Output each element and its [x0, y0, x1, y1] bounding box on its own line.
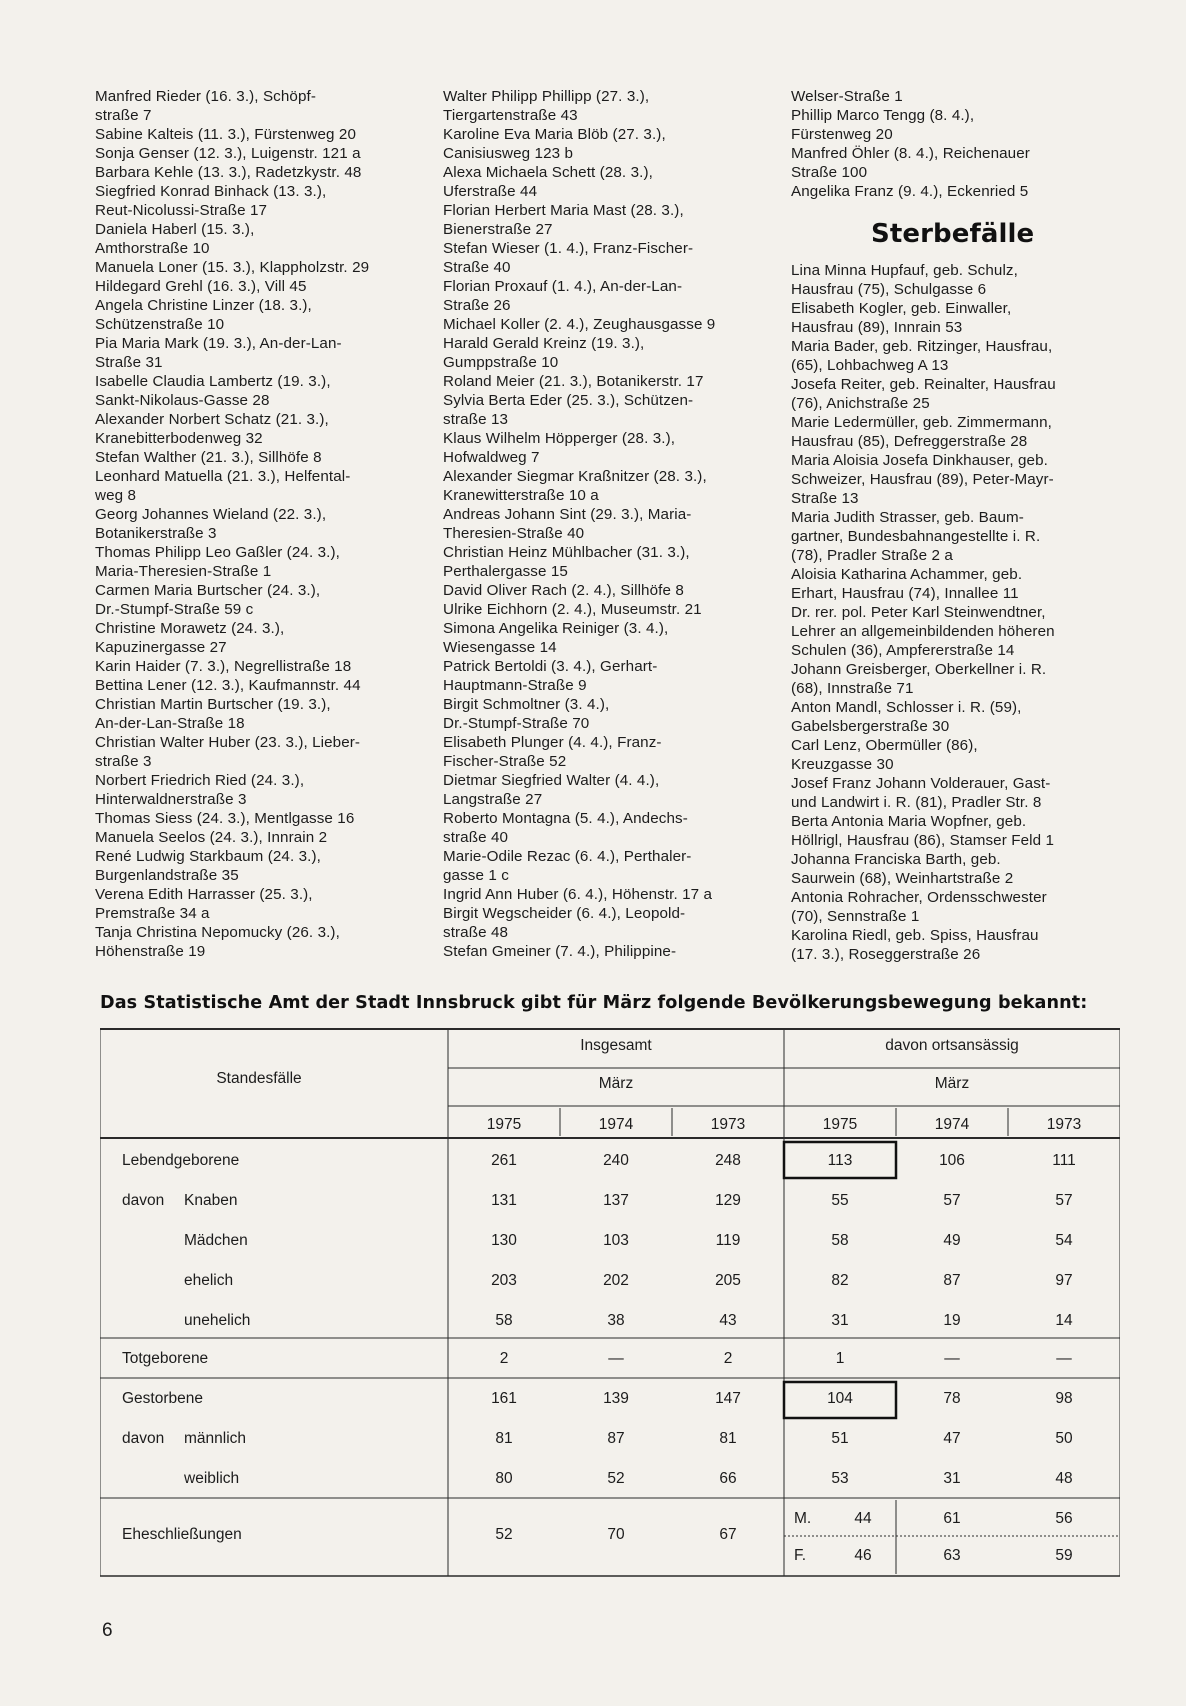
birth-entry: Simona Angelika Reiniger (3. 4.), Wiesengasse 14 [443, 620, 669, 656]
birth-entry: Stefan Wieser (1. 4.), Franz-Fischer- Straße 40 [443, 240, 694, 276]
table-cell: 57 [943, 1192, 961, 1209]
births-column-1 [95, 87, 415, 961]
table-cell: 66 [719, 1470, 737, 1487]
table-cell: — [608, 1350, 624, 1367]
row-label: Totgeborene [122, 1350, 209, 1367]
table-cell: 111 [1052, 1152, 1076, 1169]
table-cell: 139 [603, 1390, 629, 1407]
birth-entry: Christian Walter Huber (23. 3.), Lieber- straße 3 [95, 734, 361, 770]
table-cell: 63 [943, 1547, 961, 1564]
statistics-title: Das Statistische Amt der Stadt Innsbruck gibt für März folgende Bevölkerungsbewegung bekannt: [100, 993, 1088, 1013]
birth-entry: Georg Johannes Wieland (22. 3.), Botanikerstraße 3 [95, 506, 327, 542]
death-entry: Elisabeth Kogler, geb. Einwaller, Hausfrau (89), Innrain 53 [791, 300, 1012, 336]
table-cell: 240 [603, 1152, 629, 1169]
header-ortsansaessig: davon ortsansässig [885, 1037, 1019, 1054]
table-cell: 113 [827, 1152, 853, 1169]
birth-entry: Daniela Haberl (15. 3.), Amthorstraße 10 [95, 221, 255, 257]
table-cell: — [944, 1350, 960, 1367]
table-cell: 52 [607, 1470, 625, 1487]
table-cell: 161 [491, 1390, 517, 1407]
table-cell: 47 [943, 1430, 961, 1447]
birth-entry: Norbert Friedrich Ried (24. 3.), Hinterwaldnerstraße 3 [95, 772, 305, 808]
birth-entry: Karoline Eva Maria Blöb (27. 3.), Canisiusweg 123 b [443, 126, 666, 162]
death-entry: Maria Aloisia Josefa Dinkhauser, geb. Schweizer, Hausfrau (89), Peter-Mayr- Straße 13 [791, 452, 1054, 507]
table-cell: — [1056, 1350, 1072, 1367]
birth-entry: Angela Christine Linzer (18. 3.), Schützenstraße 10 [95, 297, 312, 333]
birth-entry: Thomas Siess (24. 3.), Mentlgasse 16 [95, 810, 355, 827]
birth-entry: Alexa Michaela Schett (28. 3.), Uferstraße 44 [443, 164, 653, 200]
birth-entry: Ingrid Ann Huber (6. 4.), Höhenstr. 17 a [443, 886, 713, 903]
table-cell: 98 [1055, 1390, 1073, 1407]
table-cell: 81 [495, 1430, 513, 1447]
birth-entry: Birgit Schmoltner (3. 4.), Dr.-Stumpf-Straße 70 [443, 696, 610, 732]
death-entry: Karolina Riedl, geb. Spiss, Hausfrau (17. 3.), Roseggerstraße 26 [791, 927, 1039, 963]
birth-entry: Roberto Montagna (5. 4.), Andechs- straße 40 [443, 810, 688, 846]
births-column-2 [443, 87, 763, 961]
birth-entry: Sonja Genser (12. 3.), Luigenstr. 121 a [95, 145, 361, 162]
birth-entry: Michael Koller (2. 4.), Zeughausgasse 9 [443, 316, 716, 333]
table-cell: 52 [495, 1526, 513, 1543]
table-cell: 67 [719, 1526, 737, 1543]
death-entry: Berta Antonia Maria Wopfner, geb. Höllrigl, Hausfrau (86), Stamser Feld 1 [791, 813, 1055, 849]
row-label: ehelich [184, 1272, 234, 1289]
table-cell: 44 [854, 1510, 872, 1527]
row-label: Mädchen [184, 1232, 248, 1249]
birth-entry: Marie-Odile Rezac (6. 4.), Perthaler- gasse 1 c [443, 848, 692, 884]
birth-entry: Stefan Walther (21. 3.), Sillhöfe 8 [95, 449, 322, 466]
death-entry: Marie Ledermüller, geb. Zimmermann, Hausfrau (85), Defreggerstraße 28 [791, 414, 1052, 450]
table-cell: 49 [943, 1232, 961, 1249]
table-cell: 55 [831, 1192, 849, 1209]
table-cell: 82 [831, 1272, 849, 1289]
birth-entry: Barbara Kehle (13. 3.), Radetzkystr. 48 [95, 164, 362, 181]
row-prefix: davon [122, 1192, 165, 1209]
year-header-cell: 1975 [486, 1116, 522, 1133]
year-header-cell: 1974 [934, 1116, 970, 1133]
table-cell: 58 [831, 1232, 849, 1249]
death-entry: Dr. rer. pol. Peter Karl Steinwendtner, Lehrer an allgemeinbildenden höheren Schulen (36), Ampfererstraße 14 [791, 604, 1055, 659]
table-cell: 50 [1055, 1430, 1073, 1447]
birth-entry: Leonhard Matuella (21. 3.), Helfental- weg 8 [95, 468, 351, 504]
table-cell: 14 [1055, 1312, 1073, 1329]
table-cell: 38 [607, 1312, 625, 1329]
year-header-cell: 1973 [1046, 1116, 1082, 1133]
table-cell: 57 [1055, 1192, 1073, 1209]
birth-entry: Manfred Öhler (8. 4.), Reichenauer Straße 100 [791, 145, 1030, 181]
header-insgesamt: Insgesamt [580, 1037, 652, 1054]
death-entry: Johanna Franciska Barth, geb. Saurwein (68), Weinhartstraße 2 [791, 851, 1014, 887]
male-label: M. [794, 1510, 812, 1527]
row-label: Gestorbene [122, 1390, 203, 1407]
table-cell: 59 [1055, 1547, 1073, 1564]
birth-entry: Birgit Wegscheider (6. 4.), Leopold- straße 48 [443, 905, 686, 941]
birth-entry: Walter Philipp Phillipp (27. 3.), Tiergartenstraße 43 [443, 88, 650, 124]
birth-entry: Angelika Franz (9. 4.), Eckenried 5 [791, 183, 1029, 200]
birth-entry: Sabine Kalteis (11. 3.), Fürstenweg 20 [95, 126, 356, 143]
year-header-cell: 1974 [598, 1116, 634, 1133]
table-cell: 248 [715, 1152, 741, 1169]
birth-entry: Manuela Loner (15. 3.), Klappholzstr. 29 [95, 259, 370, 276]
birth-entry: Welser-Straße 1 [791, 88, 903, 105]
birth-entry: Isabelle Claudia Lambertz (19. 3.), Sankt-Nikolaus-Gasse 28 [95, 373, 331, 409]
table-grid-lines [100, 1028, 1120, 1578]
row-label: Knaben [184, 1192, 238, 1209]
birth-entry: Elisabeth Plunger (4. 4.), Franz- Fischer-Straße 52 [443, 734, 662, 770]
header-month-ortsansaessig: März [934, 1075, 970, 1092]
death-entry: Antonia Rohracher, Ordensschwester (70), Sennstraße 1 [791, 889, 1047, 925]
death-entry: Carl Lenz, Obermüller (86), Kreuzgasse 30 [791, 737, 978, 773]
table-cell: 2 [723, 1350, 733, 1367]
table-cell: 203 [491, 1272, 517, 1289]
birth-entry: Bettina Lener (12. 3.), Kaufmannstr. 44 [95, 677, 361, 694]
death-entry: Anton Mandl, Schlosser i. R. (59), Gabelsbergerstraße 30 [791, 699, 1022, 735]
death-entry: Josefa Reiter, geb. Reinalter, Hausfrau (76), Anichstraße 25 [791, 376, 1056, 412]
death-entry: Maria Bader, geb. Ritzinger, Hausfrau, (65), Lohbachweg A 13 [791, 338, 1053, 374]
table-cell: 51 [831, 1430, 849, 1447]
birth-entry: Florian Proxauf (1. 4.), An-der-Lan- Straße 26 [443, 278, 683, 314]
birth-entry: Hildegard Grehl (16. 3.), Vill 45 [95, 278, 307, 295]
table-cell: 261 [491, 1152, 517, 1169]
page-number: 6 [102, 1620, 113, 1641]
birth-entry: Harald Gerald Kreinz (19. 3.), Gumppstraße 10 [443, 335, 645, 371]
birth-entry: Phillip Marco Tengg (8. 4.), Fürstenweg 20 [791, 107, 975, 143]
birth-entry: David Oliver Rach (2. 4.), Sillhöfe 8 [443, 582, 684, 599]
table-cell: 48 [1055, 1470, 1073, 1487]
birth-entry: Christian Heinz Mühlbacher (31. 3.), Perthalergasse 15 [443, 544, 690, 580]
table-cell: 104 [827, 1390, 853, 1407]
birth-entry: Sylvia Berta Eder (25. 3.), Schützen- straße 13 [443, 392, 694, 428]
table-cell: 19 [943, 1312, 961, 1329]
births-continued [791, 87, 1121, 201]
deaths-heading: Sterbefälle [871, 219, 1035, 249]
table-cell: 87 [943, 1272, 961, 1289]
table-cell: 58 [495, 1312, 513, 1329]
row-label: männlich [184, 1430, 247, 1447]
table-cell: 129 [715, 1192, 741, 1209]
table-cell: 2 [499, 1350, 509, 1367]
deaths-list [791, 261, 1121, 964]
column-3 [791, 87, 1121, 964]
birth-entry: Christian Martin Burtscher (19. 3.), An-der-Lan-Straße 18 [95, 696, 331, 732]
row-label: Lebendgeborene [122, 1152, 240, 1169]
birth-entry: Klaus Wilhelm Höpperger (28. 3.), Hofwaldweg 7 [443, 430, 676, 466]
birth-entry: Siegfried Konrad Binhack (13. 3.), Reut-Nicolussi-Straße 17 [95, 183, 327, 219]
birth-entry: Karin Haider (7. 3.), Negrellistraße 18 [95, 658, 352, 675]
birth-entry: Carmen Maria Burtscher (24. 3.), Dr.-Stumpf-Straße 59 c [95, 582, 321, 618]
row-label: unehelich [184, 1312, 251, 1329]
birth-entry: Alexander Siegmar Kraßnitzer (28. 3.), Kranewitterstraße 10 a [443, 468, 707, 504]
table-cell: 56 [1055, 1510, 1073, 1527]
year-header-cell: 1973 [710, 1116, 746, 1133]
table-cell: 205 [715, 1272, 741, 1289]
death-entry: Josef Franz Johann Volderauer, Gast- und Landwirt i. R. (81), Pradler Str. 8 [791, 775, 1051, 811]
table-cell: 61 [943, 1510, 961, 1527]
birth-entry: Dietmar Siegfried Walter (4. 4.), Langstraße 27 [443, 772, 660, 808]
table-cell: 43 [719, 1312, 737, 1329]
row-label: Eheschließungen [122, 1526, 242, 1543]
birth-entry: Manfred Rieder (16. 3.), Schöpf- straße 7 [95, 88, 316, 124]
birth-entry: Manuela Seelos (24. 3.), Innrain 2 [95, 829, 328, 846]
birth-entry: Roland Meier (21. 3.), Botanikerstr. 17 [443, 373, 704, 390]
birth-entry: Tanja Christina Nepomucky (26. 3.), Höhenstraße 19 [95, 924, 340, 960]
table-cell: 80 [495, 1470, 513, 1487]
birth-entry: Andreas Johann Sint (29. 3.), Maria- Theresien-Straße 40 [443, 506, 692, 542]
table-cell: 97 [1055, 1272, 1073, 1289]
birth-entry: Pia Maria Mark (19. 3.), An-der-Lan- Straße 31 [95, 335, 342, 371]
birth-entry: Thomas Philipp Leo Gaßler (24. 3.), Maria-Theresien-Straße 1 [95, 544, 340, 580]
table-cell: 103 [603, 1232, 629, 1249]
year-header-cell: 1975 [822, 1116, 858, 1133]
table-cell: 87 [607, 1430, 625, 1447]
death-entry: Lina Minna Hupfauf, geb. Schulz, Hausfrau (75), Schulgasse 6 [791, 262, 1018, 298]
table-cell: 202 [603, 1272, 629, 1289]
birth-entry: René Ludwig Starkbaum (24. 3.), Burgenlandstraße 35 [95, 848, 321, 884]
death-entry: Aloisia Katharina Achammer, geb. Erhart, Hausfrau (74), Innallee 11 [791, 566, 1023, 602]
death-entry: Johann Greisberger, Oberkellner i. R. (68), Innstraße 71 [791, 661, 1047, 697]
birth-entry: Florian Herbert Maria Mast (28. 3.), Bienerstraße 27 [443, 202, 684, 238]
table-cell: 119 [715, 1232, 741, 1249]
row-label: weiblich [184, 1470, 240, 1487]
table-cell: 70 [607, 1526, 625, 1543]
table-cell: 147 [715, 1390, 741, 1407]
row-prefix: davon [122, 1430, 165, 1447]
table-cell: 106 [939, 1152, 965, 1169]
birth-entry: Christine Morawetz (24. 3.), Kapuzinergasse 27 [95, 620, 285, 656]
table-cell: 46 [854, 1547, 872, 1564]
table-cell: 130 [491, 1232, 517, 1249]
birth-entry: Patrick Bertoldi (3. 4.), Gerhart- Hauptmann-Straße 9 [443, 658, 658, 694]
birth-entry: Ulrike Eichhorn (2. 4.), Museumstr. 21 [443, 601, 702, 618]
birth-entry: Alexander Norbert Schatz (21. 3.), Kranebitterbodenweg 32 [95, 411, 329, 447]
table-cell: 53 [831, 1470, 849, 1487]
birth-entry: Stefan Gmeiner (7. 4.), Philippine- [443, 943, 677, 960]
table-cell: 1 [835, 1350, 845, 1367]
table-cell: 81 [719, 1430, 737, 1447]
header-month-insgesamt: März [598, 1075, 634, 1092]
table-cell: 78 [943, 1390, 961, 1407]
header-standesfaelle: Standesfälle [216, 1070, 302, 1087]
table-cell: 137 [603, 1192, 629, 1209]
death-entry: Maria Judith Strasser, geb. Baum- gartner, Bundesbahnangestellte i. R. (78), Pradler Straße 2 a [791, 509, 1041, 564]
table-cell: 31 [831, 1312, 849, 1329]
population-statistics-table [100, 1028, 1120, 1578]
table-cell: 131 [491, 1192, 517, 1209]
table-cell: 54 [1055, 1232, 1073, 1249]
female-label: F. [794, 1547, 807, 1564]
birth-entry: Verena Edith Harrasser (25. 3.), Premstraße 34 a [95, 886, 313, 922]
table-cell: 31 [943, 1470, 961, 1487]
